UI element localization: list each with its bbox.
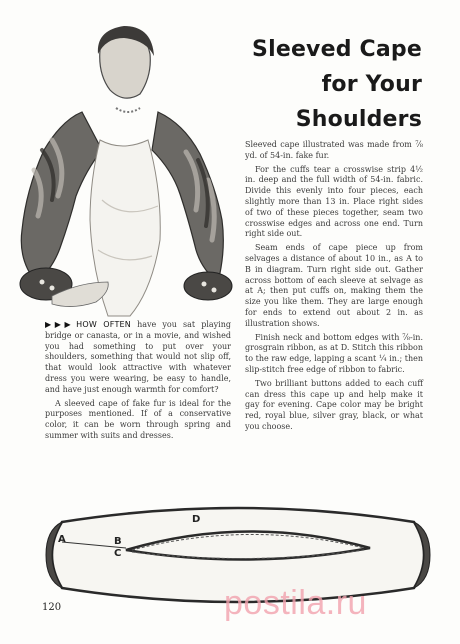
diagram-label-d: D	[192, 514, 201, 525]
instruction-paragraph-5: Two brilliant buttons added to each cuff can dress this cape up and help make it gay for evening. Cape color may be bright red, royal blue, silver gray, black, or what you choose.	[245, 378, 423, 431]
diagram-label-b: B	[114, 536, 122, 547]
intro-column	[45, 320, 231, 445]
intro-paragraph	[45, 320, 231, 396]
title-line-1: Sleeved Cape	[252, 37, 422, 62]
page-number: 120	[42, 602, 62, 613]
instruction-paragraph-2: For the cuffs tear a crosswise strip 4½ in. deep and the full width of 54-in. fabric. Divide this evenly into four pieces, each slightly more than 13 in. Place right sides of two of these pieces together, seam two crosswise edges and across one end. Turn right side out.	[245, 164, 423, 239]
page-title	[200, 32, 422, 137]
instructions-column	[245, 140, 423, 436]
intro-lead-caps: HOW OFTEN	[76, 320, 131, 329]
instruction-paragraph-3: Seam ends of cape piece up from selvages a distance of about 10 in., as A to B in diagram. Turn right side out. Gather across bottom of each sleeve at selvage as at A; then put cuffs on, making them the size you like them. They are large enough for ends to extend out about 2 in. as illustration shows.	[245, 243, 423, 328]
diagram-label-a: A	[58, 534, 66, 545]
watermark: postila.ru	[224, 584, 367, 622]
triangle-marker-icon: ▶▶▶	[45, 320, 75, 329]
intro-paragraph-2: A sleeved cape of fake fur is ideal for the purposes mentioned. If of a conservative color, it can be worn through spring and summer with suits and dresses.	[45, 398, 231, 440]
instruction-paragraph-4: Finish neck and bottom edges with ⅞-in. grosgrain ribbon, as at D. Stitch this ribbon to the raw edge, lapping a scant ¼ in.; then slip-stitch free edge of ribbon to fabric.	[245, 332, 423, 374]
instruction-paragraph-1: Sleeved cape illustrated was made from ⅞ yd. of 54-in. fake fur.	[245, 140, 423, 160]
diagram-label-c: C	[114, 548, 122, 559]
title-line-2: for Your Shoulders	[295, 72, 422, 132]
intro-text: have you sat playing bridge or canasta, or in a movie, and wished you had something to put over your shoulders, something that would not slip off, that would look attractive with whatever dress you were wearing, be easy to handle, and have just enough warmth for comfort?	[45, 320, 231, 394]
